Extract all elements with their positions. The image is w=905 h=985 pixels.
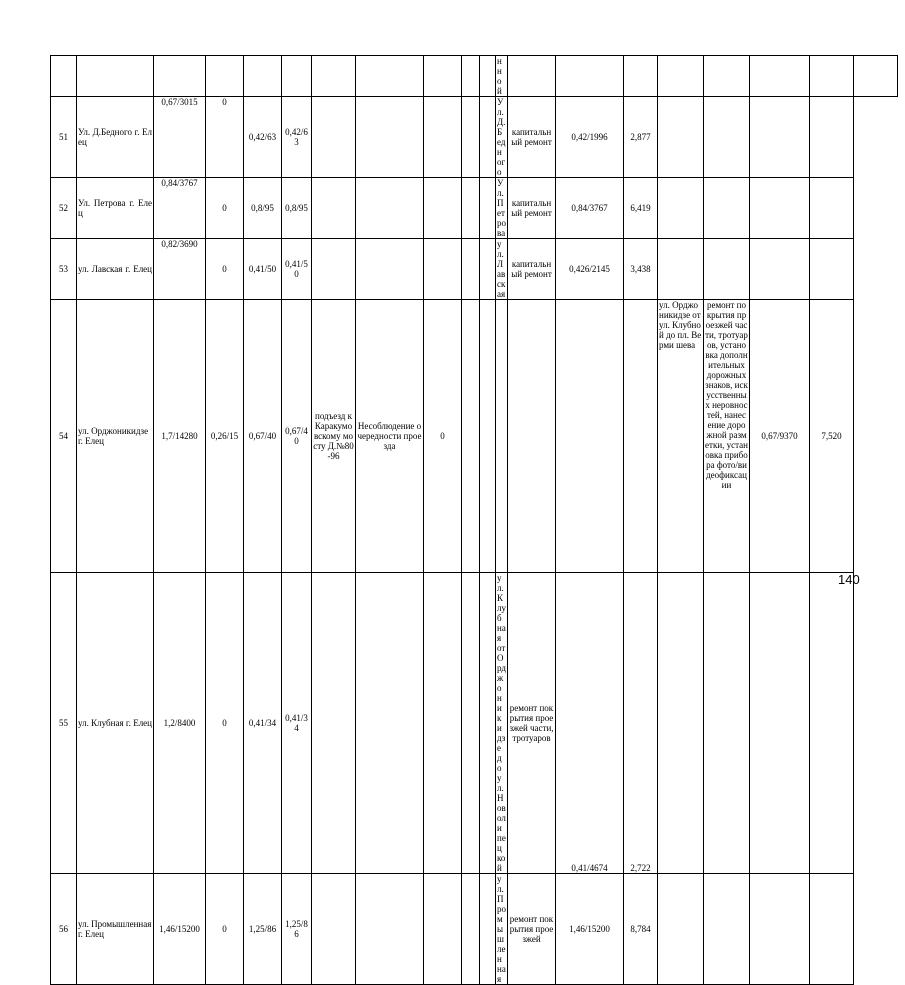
table-row — [51, 56, 898, 97]
table-row — [51, 239, 898, 300]
value-cell: 0,67/40 — [282, 300, 312, 573]
repair-length: 0,42/1996 — [556, 97, 624, 178]
value-cell: 0,67/40 — [244, 300, 282, 573]
repair-length: 0,41/4674 — [556, 573, 624, 874]
value-cell: 0,8/95 — [282, 178, 312, 239]
value-cell: 0,41/34 — [282, 573, 312, 874]
accident-location: подъезд к Каракумовскому мосту Д.№80-96 — [312, 300, 356, 573]
repair-type: капитальный ремонт — [508, 239, 556, 300]
table-row — [51, 573, 898, 874]
value-cell: 0 — [206, 573, 244, 874]
repair-cost: 2,722 — [624, 573, 658, 874]
value-cell: 0,8/95 — [244, 178, 282, 239]
length-area: 0,84/3767 — [154, 178, 206, 239]
table-row — [51, 178, 898, 239]
street-name: ул. Орджоникидзе г. Елец — [77, 300, 154, 573]
accident-count: 0 — [424, 300, 462, 573]
value-cell: 0,42/63 — [282, 97, 312, 178]
repair-type: капитальный ремонт — [508, 178, 556, 239]
repair-type: ремонт покрытия проезжей — [508, 874, 556, 985]
table-row — [51, 97, 898, 178]
value-cell: 0,41/34 — [244, 573, 282, 874]
repair-cost: 7,520 — [810, 300, 854, 573]
value-cell: 0 — [206, 178, 244, 239]
repair-street: ул. Лавская — [496, 239, 508, 300]
repair-cost: 2,877 — [624, 97, 658, 178]
length-area: 1,46/15200 — [154, 874, 206, 985]
repair-type: капитальный ремонт — [508, 97, 556, 178]
value-cell: 1,25/86 — [244, 874, 282, 985]
repair-street: ул. Клубная от Орджоникидзе до ул. Новолипецкой — [497, 573, 506, 873]
street-name: ул. Промышленная г. Елец — [77, 874, 154, 985]
row-number: 55 — [51, 573, 77, 874]
row-number: 52 — [51, 178, 77, 239]
repair-type: ремонт покрытия проезжей части, тротуаров — [508, 573, 556, 874]
row-number: 53 — [51, 239, 77, 300]
length-area: 0,67/3015 — [154, 97, 206, 178]
repair-cost: 3,438 — [624, 239, 658, 300]
fragment-cell: нной — [496, 56, 508, 97]
value-cell: 0 — [206, 874, 244, 985]
repair-street: Ул. Д.Бедного — [496, 97, 508, 178]
page-number: 140 — [838, 572, 860, 587]
value-cell: 1,25/86 — [282, 874, 312, 985]
length-area: 1,2/8400 — [154, 573, 206, 874]
row-number: 54 — [51, 300, 77, 573]
street-name: ул. Клубная г. Елец — [77, 573, 154, 874]
row-number: 56 — [51, 874, 77, 985]
length-area: 0,82/3690 — [154, 239, 206, 300]
value-cell: 0,41/50 — [282, 239, 312, 300]
value-cell: 0 — [206, 97, 244, 178]
repair-length: 0,426/2145 — [556, 239, 624, 300]
repair-type: ремонт покрытия проезжей части, тротуаров, установка дополнительных дорожных знаков, искусственных неровностей, нанесение дорожной разметки, установка прибора фото/видеофиксации — [704, 300, 750, 573]
value-cell: 0,42/63 — [244, 97, 282, 178]
repair-street: ул. Промышленная — [497, 874, 506, 984]
row-number: 51 — [51, 97, 77, 178]
value-cell: 0,41/50 — [244, 239, 282, 300]
roads-table — [50, 55, 898, 985]
street-name: Ул. Д.Бедного г. Елец — [77, 97, 154, 178]
table-row — [51, 874, 898, 985]
street-name: ул. Лавская г. Елец — [77, 239, 154, 300]
repair-street: Ул. Петрова — [497, 178, 506, 238]
repair-length: 0,84/3767 — [556, 178, 624, 239]
accident-cause: Несоблюдение очередности проезда — [356, 300, 424, 573]
table-row — [51, 300, 898, 573]
repair-length: 1,46/15200 — [556, 874, 624, 985]
repair-street: ул. Орджоникидзе от ул. Клубной до пл. Верми шева — [658, 300, 704, 573]
street-name: Ул. Петрова г. Елец — [77, 178, 154, 239]
value-cell: 0 — [206, 239, 244, 300]
repair-length: 0,67/9370 — [750, 300, 810, 573]
repair-cost: 6,419 — [624, 178, 658, 239]
length-area: 1,7/14280 — [154, 300, 206, 573]
repair-cost: 8,784 — [624, 874, 658, 985]
value-cell: 0,26/15 — [206, 300, 244, 573]
